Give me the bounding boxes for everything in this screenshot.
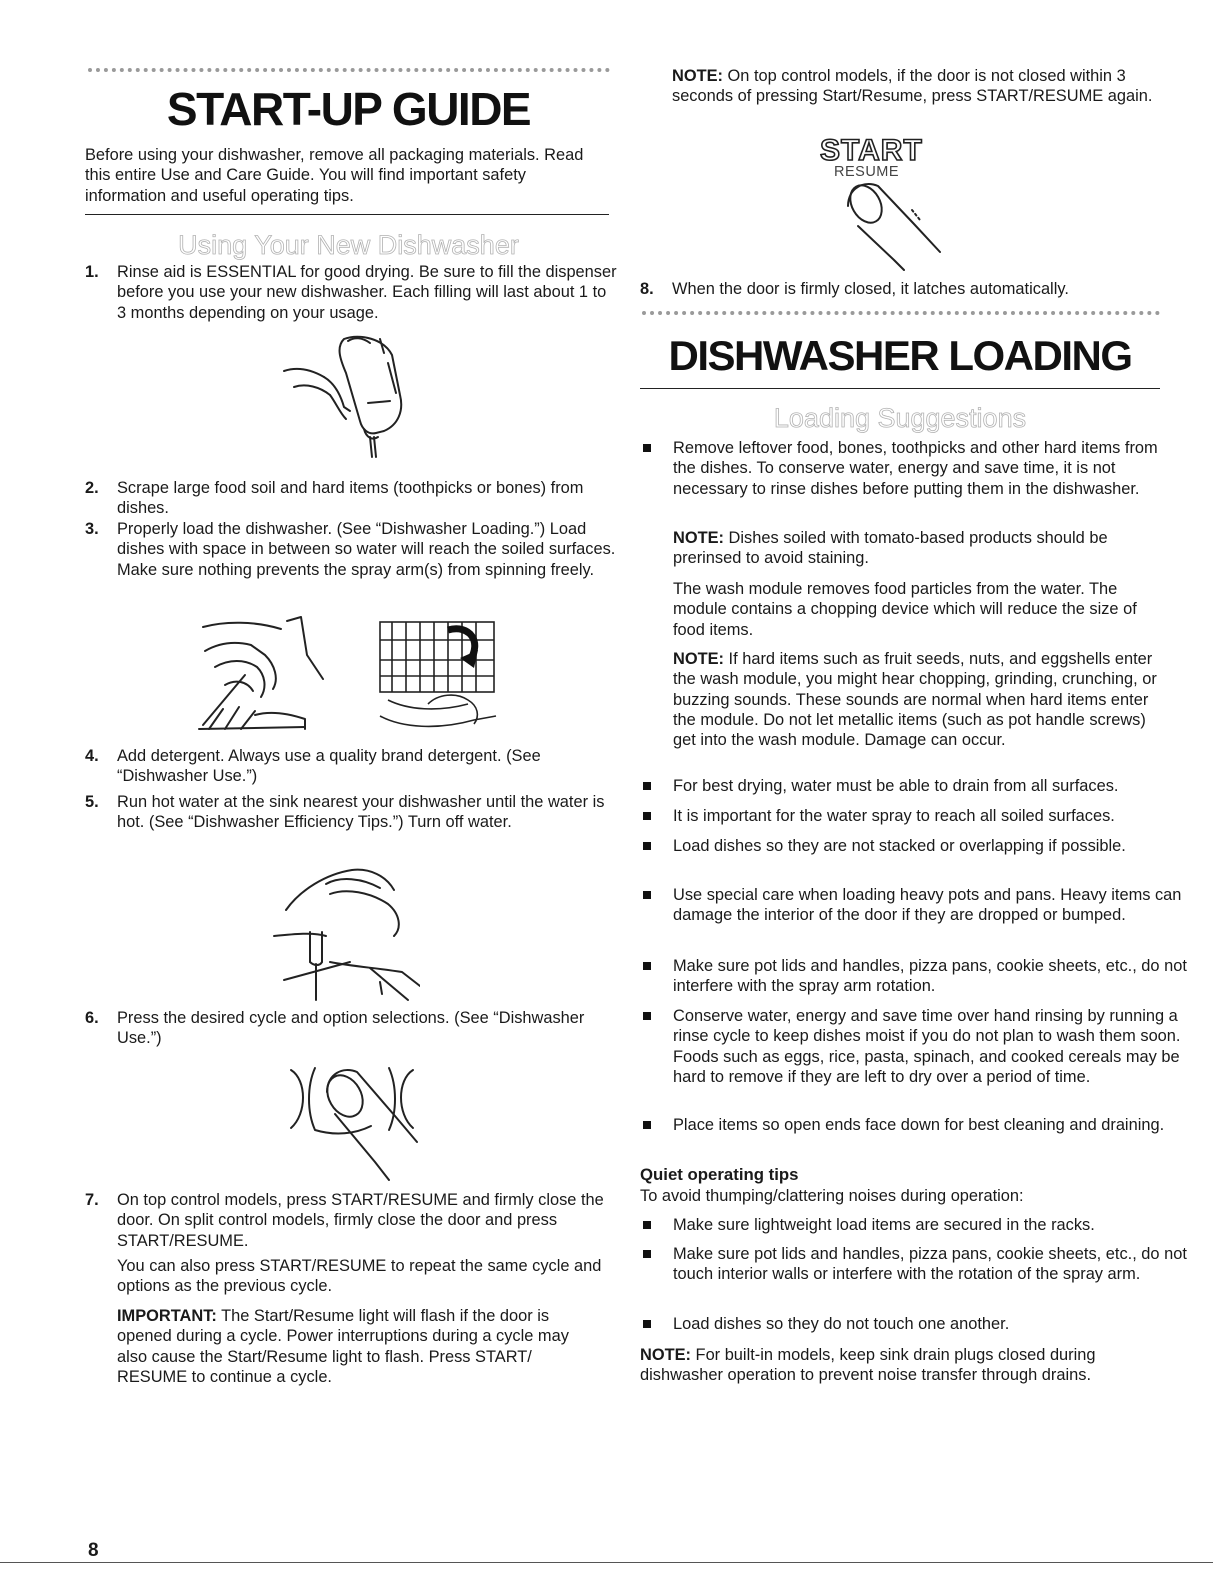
loading-bullet-heavy-pots (640, 885, 1195, 926)
quiet-bullet-lightweight-items (640, 1215, 1195, 1235)
loading-rack-illustration (378, 620, 498, 735)
section-title-dishwasher-loading: DISHWASHER LOADING (668, 332, 1132, 379)
step-number: 4. (85, 747, 99, 765)
step-number: 6. (85, 1009, 99, 1027)
subheading-loading-suggestions: Loading Suggestions (773, 403, 1027, 433)
step-text: Scrape large food soil and hard items (toothpicks or bones) from dishes. (117, 479, 584, 518)
step-2 (85, 478, 617, 519)
step-text: On top control models, press START/RESUME and firmly close the door. On split control models, firmly close the door and press START/RESUME. (117, 1191, 604, 1250)
note-text: If hard items such as fruit seeds, nuts, and eggshells enter the wash module, you might hear chopping, grinding, crunching, or buzzing sounds. These sounds are normal when hard items enter the module. Do not let metallic items (such as pot handle screws) get into the wash module. Damage can occur. (673, 650, 1157, 750)
note-label: NOTE: (673, 529, 724, 547)
note-text: On top control models, if the door is not closed within 3 seconds of pressing Start/Resume, press START/RESUME again. (672, 67, 1153, 106)
bullet-marker (643, 962, 651, 970)
bullet-marker (643, 891, 651, 899)
step-number: 8. (640, 280, 654, 298)
step-3 (85, 519, 627, 580)
subheading-using-dishwasher: Using Your New Dishwasher (178, 230, 519, 260)
finger-pressing-button-illustration (285, 1062, 420, 1182)
step-7 (85, 1190, 617, 1251)
resume-button-label: RESUME (834, 164, 900, 180)
important-note (117, 1306, 597, 1387)
quiet-operating-tips-heading: Quiet operating tips (640, 1165, 799, 1184)
top-dotted-rule-right (642, 311, 1160, 315)
step-7-repeat-cycle-note: You can also press START/RESUME to repeat the same cycle and options as the previous cycle. (117, 1257, 602, 1296)
step-number: 1. (85, 263, 99, 281)
note-text: For built-in models, keep sink drain plugs closed during dishwasher operation to prevent noise transfer through drains. (640, 1346, 1096, 1385)
note-label: NOTE: (640, 1346, 691, 1364)
note-label: NOTE: (672, 67, 723, 85)
bullet-marker (643, 1320, 651, 1328)
bullet-marker (643, 444, 651, 452)
step-text: When the door is firmly closed, it latches automatically. (672, 280, 1069, 298)
bullet-text: Use special care when loading heavy pots and pans. Heavy items can damage the interior of the door if they are dropped or bumped. (673, 886, 1182, 925)
step-text: Run hot water at the sink nearest your dishwasher until the water is hot. (See “Dishwasher Efficiency Tips.”) Turn off water. (117, 793, 605, 832)
step-6 (85, 1008, 617, 1049)
page-title-startup-guide: START-UP GUIDE (166, 83, 531, 135)
wash-module-description: The wash module removes food particles from the water. The module contains a chopping device which will reduce the size of food items. (673, 580, 1137, 639)
bullet-marker (643, 812, 651, 820)
loading-bullet-not-stacked (640, 836, 1153, 856)
note-label: NOTE: (673, 650, 724, 668)
page-bottom-rule (0, 1562, 1213, 1563)
note-top-control (672, 66, 1162, 107)
bullet-text: Conserve water, energy and save time over hand rinsing by running a rinse cycle to keep dishes moist if you do not plan to wash them soon. Foods such as eggs, rice, pasta, spinach, and cooked cereals may be hard to remove if they are left to dry over a period of time. (673, 1007, 1181, 1086)
loading-bullet-remove-food (640, 438, 1163, 499)
step-text: Add detergent. Always use a quality brand detergent. (See “Dishwasher Use.”) (117, 747, 541, 786)
bullet-marker (643, 1250, 651, 1258)
important-label: IMPORTANT: (117, 1307, 217, 1325)
scraping-dishes-illustration (195, 615, 325, 735)
start-button-label: START (820, 134, 923, 167)
bullet-text: Remove leftover food, bones, toothpicks and other hard items from the dishes. To conserve water, energy and save time, it is not necessary to rinse dishes before putting them in the dishwasher. (673, 439, 1158, 498)
bullet-text: It is important for the water spray to reach all soiled surfaces. (673, 807, 1115, 825)
step-number: 5. (85, 793, 99, 811)
step-5 (85, 792, 617, 833)
bullet-text: For best drying, water must be able to drain from all surfaces. (673, 777, 1119, 795)
bullet-marker (643, 1221, 651, 1229)
quiet-operating-intro: To avoid thumping/clattering noises during operation: (640, 1187, 1024, 1205)
page-number: 8 (88, 1540, 99, 1561)
note-text: Dishes soiled with tomato-based products should be prerinsed to avoid staining. (673, 529, 1108, 568)
step-text: Press the desired cycle and option selections. (See “Dishwasher Use.”) (117, 1009, 585, 1048)
finger-start-button-illustration (842, 180, 942, 272)
bullet-marker (643, 782, 651, 790)
faucet-hand-illustration (270, 862, 420, 1002)
loading-bullet-open-ends (640, 1115, 1183, 1135)
note-hard-items (673, 649, 1160, 750)
note-built-in-models (640, 1345, 1155, 1386)
quiet-bullet-dishes-touch (640, 1314, 1195, 1334)
bullet-text: Make sure lightweight load items are secured in the racks. (673, 1216, 1095, 1234)
loading-bullet-conserve-water (640, 1006, 1195, 1087)
bullet-text: Make sure pot lids and handles, pizza pans, cookie sheets, etc., do not interfere with the spray arm rotation. (673, 957, 1187, 996)
important-text: The Start/Resume light will flash if the door is opened during a cycle. Power interruptions during a cycle may also cause the Start/Resume light to flash. Press START/ RESUME to continue a cycle. (117, 1307, 569, 1386)
loading-divider (640, 388, 1160, 389)
bullet-text: Load dishes so they are not stacked or overlapping if possible. (673, 837, 1126, 855)
bullet-marker (643, 1012, 651, 1020)
loading-bullet-water-spray (640, 806, 1195, 826)
loading-bullet-drying (640, 776, 1195, 796)
note-tomato-products (673, 528, 1158, 569)
bullet-marker (643, 842, 651, 850)
bullet-text: Place items so open ends face down for best cleaning and draining. (673, 1116, 1165, 1134)
step-1 (85, 262, 617, 323)
rinse-aid-bottle-illustration (280, 333, 420, 465)
intro-divider (85, 214, 609, 215)
step-4 (85, 746, 617, 787)
step-number: 7. (85, 1191, 99, 1209)
step-number: 2. (85, 479, 99, 497)
bullet-text: Make sure pot lids and handles, pizza pans, cookie sheets, etc., do not touch interior walls or interfere with the rotation of the spray arm. (673, 1245, 1187, 1284)
bullet-text: Load dishes so they do not touch one another. (673, 1315, 1010, 1333)
step-text: Rinse aid is ESSENTIAL for good drying. Be sure to fill the dispenser before you use your new dishwasher. Each filling will last about 1 to 3 months depending on your usage. (117, 263, 617, 322)
startup-intro: Before using your dishwasher, remove all packaging materials. Read this entire Use and Care Guide. You will find important safety information and useful operating tips. (85, 146, 584, 205)
step-8 (640, 279, 1192, 299)
loading-bullet-pot-lids (640, 956, 1188, 997)
step-text: Properly load the dishwasher. (See “Dishwasher Loading.”) Load dishes with space in between so water will reach the soiled surfaces. Make sure nothing prevents the spray arm(s) from spinning freely. (117, 520, 616, 579)
quiet-bullet-pot-lids (640, 1244, 1195, 1285)
step-number: 3. (85, 520, 99, 538)
bullet-marker (643, 1121, 651, 1129)
top-dotted-rule-left (88, 68, 610, 72)
